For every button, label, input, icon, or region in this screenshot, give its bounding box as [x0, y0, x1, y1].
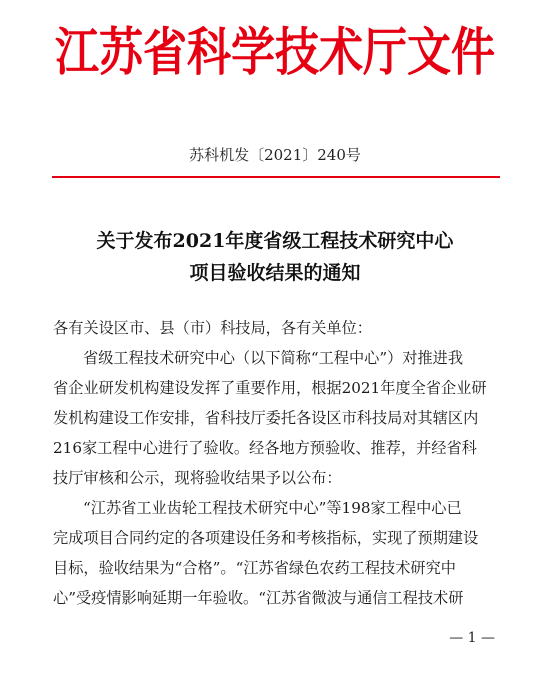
- body-line: 216家工程中心进行了验收。经各地方预验收、推荐，并经省科: [53, 439, 477, 457]
- salutation: 各有关设区市、县（市）科技局，各有关单位：: [53, 319, 372, 337]
- red-divider-line: [52, 176, 500, 178]
- body-line: 技厅审核和公示，现将验收结果予以公布：: [53, 469, 342, 487]
- body-line: 完成项目合同约定的各项建设任务和考核指标，实现了预期建设: [53, 529, 479, 547]
- body-line: 省级工程技术研究中心（以下简称“工程中心”）对推进我: [83, 349, 464, 367]
- page-number: — 1 —: [449, 630, 495, 646]
- notice-title: [0, 225, 550, 289]
- notice-body: [53, 313, 503, 613]
- body-line: 心”受疫情影响延期一年验收。“江苏省微波与通信工程技术研: [53, 589, 464, 607]
- issuer-masthead: 江苏省科学技术厅文件: [55, 22, 495, 83]
- notice-title-line-1: 关于发布2021年度省级工程技术研究中心: [96, 230, 454, 252]
- body-line: 目标，验收结果为“合格”。“江苏省绿色农药工程技术研究中: [53, 559, 456, 577]
- document-number: 苏科机发〔2021〕240号: [189, 146, 361, 164]
- body-line: “江苏省工业齿轮工程技术研究中心”等198家工程中心已: [83, 499, 462, 517]
- notice-title-line-2: 项目验收结果的通知: [189, 262, 361, 284]
- body-line: 发机构建设工作安排，省科技厅委托各设区市科技局对其辖区内: [53, 409, 479, 427]
- body-line: 省企业研发机构建设发挥了重要作用，根据2021年度全省企业研: [53, 379, 487, 397]
